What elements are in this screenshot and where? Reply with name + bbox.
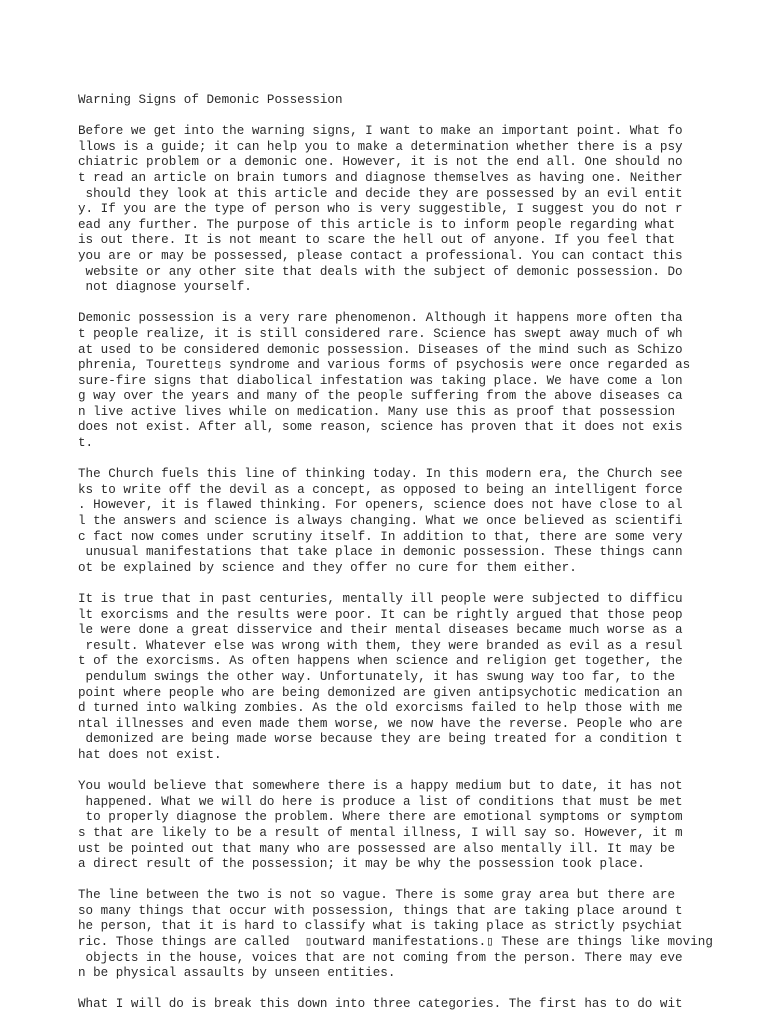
paragraph [78, 311, 758, 451]
text-line: should they look at this article and decide they are possessed by an evil entit [78, 186, 683, 201]
text-line: result. Whatever else was wrong with them, they were branded as evil as a resul [78, 638, 683, 653]
text-line: sure-fire signs that diabolical infestation was taking place. We have come a lon [78, 373, 683, 388]
text-line: c fact now comes under scrutiny itself. In addition to that, there are some very [78, 529, 683, 544]
text-line: y. If you are the type of person who is very suggestible, I suggest you do not r [78, 202, 683, 217]
text-line: It is true that in past centuries, mentally ill people were subjected to difficu [78, 592, 683, 606]
text-line: ric. Those things are called ▯outward manifestations.▯ These are things like moving [78, 935, 713, 950]
text-line: g way over the years and many of the people suffering from the above diseases ca [78, 389, 683, 404]
text-line: a direct result of the possession; it may be why the possession took place. [78, 857, 645, 872]
text-line: happened. What we will do here is produce a list of conditions that must be met [78, 794, 683, 809]
paragraph-list [78, 124, 758, 1013]
text-line: The Church fuels this line of thinking today. In this modern era, the Church see [78, 467, 683, 482]
text-line: lt exorcisms and the results were poor. It can be rightly argued that those peop [78, 607, 683, 622]
paragraph [78, 888, 758, 982]
text-line: t. [78, 436, 94, 451]
text-line: n live active lives while on medication. Many use this as proof that possession [78, 404, 676, 419]
text-line: so many things that occur with possession, things that are taking place around t [78, 903, 683, 918]
text-line: What I will do is break this down into three categories. The first has to do wit [78, 997, 683, 1012]
text-line: t read an article on brain tumors and diagnose themselves as having one. Neither [78, 170, 683, 185]
text-line: not diagnose yourself. [78, 280, 252, 295]
text-line: The line between the two is not so vague. There is some gray area but there are [78, 888, 676, 903]
text-line: unusual manifestations that take place in demonic possession. These things cann [78, 545, 683, 560]
text-line: he person, that it is hard to classify what is taking place as strictly psychiat [78, 919, 683, 934]
text-line: le were done a great disservice and their mental diseases became much worse as a [78, 623, 683, 638]
text-line: phrenia, Tourette▯s syndrome and various forms of psychosis were once regarded as [78, 358, 691, 373]
text-line: ntal illnesses and even made them worse, we now have the reverse. People who are [78, 716, 683, 731]
document-body [78, 93, 758, 1024]
text-line: ot be explained by science and they offer no cure for them either. [78, 560, 577, 575]
text-line: pendulum swings the other way. Unfortunately, it has swung way too far, to the [78, 669, 676, 684]
paragraph [78, 124, 758, 296]
text-line: l the answers and science is always changing. What we once believed as scientifi [78, 514, 683, 529]
paragraph [78, 997, 758, 1013]
text-line: s that are likely to be a result of mental illness, I will say so. However, it m [78, 825, 683, 840]
text-line: at used to be considered demonic possession. Diseases of the mind such as Schizo [78, 342, 683, 357]
text-line: you are or may be possessed, please contact a professional. You can contact this [78, 248, 683, 263]
text-line: to properly diagnose the problem. Where there are emotional symptoms or symptom [78, 810, 683, 825]
text-line: t people realize, it is still considered rare. Science has swept away much of wh [78, 326, 683, 341]
text-line: llows is a guide; it can help you to make a determination whether there is a psy [78, 139, 683, 154]
text-line: does not exist. After all, some reason, science has proven that it does not exis [78, 420, 683, 435]
text-line: ust be pointed out that many who are possessed are also mentally ill. It may be [78, 841, 676, 856]
text-line: hat does not exist. [78, 747, 222, 762]
paragraph [78, 592, 758, 764]
text-line: You would believe that somewhere there is a happy medium but to date, it has not [78, 779, 683, 794]
text-line: ead any further. The purpose of this article is to inform people regarding what [78, 217, 676, 232]
text-line: . However, it is flawed thinking. For openers, science does not have close to al [78, 498, 683, 513]
paragraph [78, 779, 758, 873]
document-title: Warning Signs of Demonic Possession [78, 93, 343, 107]
text-line: is out there. It is not meant to scare the hell out of anyone. If you feel that [78, 233, 676, 248]
text-line: point where people who are being demonized are given antipsychotic medication an [78, 685, 683, 700]
text-line: objects in the house, voices that are not coming from the person. There may eve [78, 950, 683, 965]
text-line: demonized are being made worse because they are being treated for a condition t [78, 732, 683, 747]
text-line: ks to write off the devil as a concept, as opposed to being an intelligent force [78, 482, 683, 497]
text-line: website or any other site that deals with the subject of demonic possession. Do [78, 264, 683, 279]
text-line: Demonic possession is a very rare phenomenon. Although it happens more often tha [78, 311, 683, 326]
text-line: t of the exorcisms. As often happens when science and religion get together, the [78, 654, 683, 669]
text-line: Before we get into the warning signs, I want to make an important point. What fo [78, 124, 683, 139]
text-line: n be physical assaults by unseen entities. [78, 966, 396, 981]
paragraph [78, 467, 758, 576]
text-line: d turned into walking zombies. As the old exorcisms failed to help those with me [78, 701, 683, 716]
text-line: chiatric problem or a demonic one. However, it is not the end all. One should no [78, 155, 683, 170]
